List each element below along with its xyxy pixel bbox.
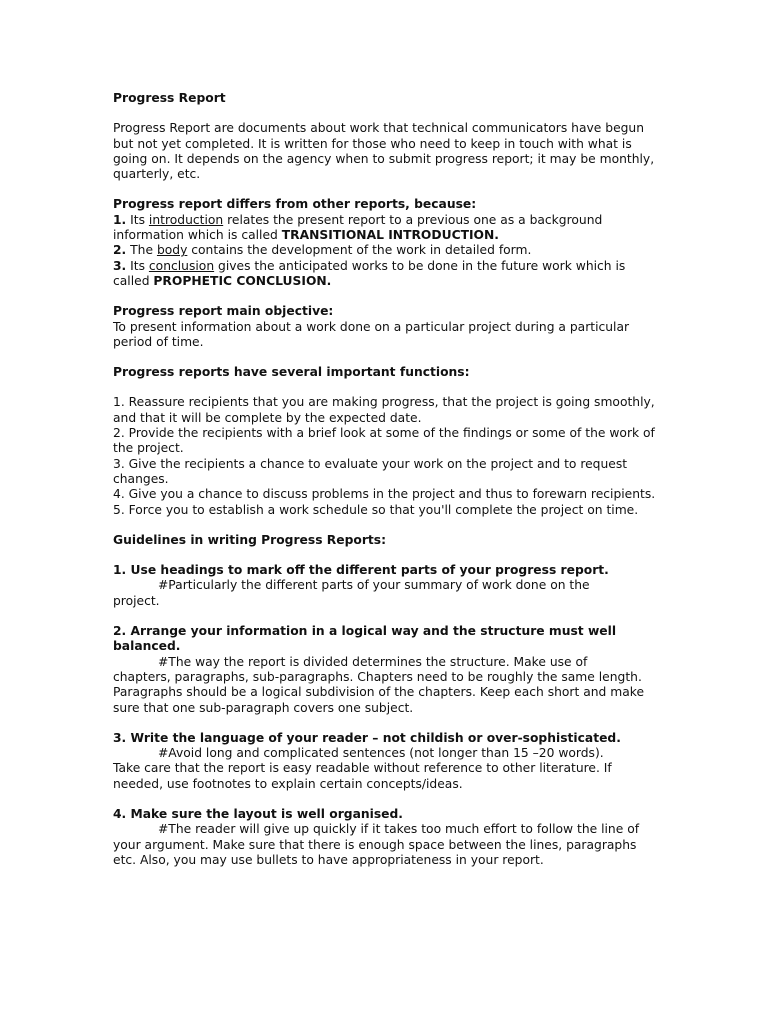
guideline-heading: 3. Write the language of your reader – not childish or over-sophisticated. [113,730,621,745]
guideline-first-line: #Avoid long and complicated sentences (not longer than 15 –20 words). [158,746,604,761]
guidelines-heading: Guidelines in writing Progress Reports: [113,532,387,547]
functions-heading: Progress reports have several important functions: [113,365,470,380]
guideline-heading: 1. Use headings to mark off the different parts of your progress report. [113,563,609,578]
objective-heading: Progress report main objective: [113,304,334,319]
guideline-heading: 4. Make sure the layout is well organised. [113,806,403,821]
objective-text: To present information about a work done on a particular project during a particular period of time. [113,319,630,349]
document-body [113,91,661,868]
guideline-heading: 2. Arrange your information in a logical way and the structure must well balanced. [113,624,617,654]
guideline-first-line: #The way the report is divided determines the structure. Make use of [158,654,588,669]
guideline-text: Take care that the report is easy readable without reference to other literature. If needed, use footnotes to explain certain concepts/ideas. [113,761,612,791]
function-item: 5. Force you to establish a work schedule so that you'll complete the project on time. [113,502,639,517]
intro-paragraph: Progress Report are documents about work that technical communicators have begun but not yet completed. It is written for those who need to keep in touch with what is going on. It depends on the agency when to submit progress report; it may be monthly, quarterly, etc. [113,121,655,182]
document-title: Progress Report [113,91,226,105]
guideline-first-line: #Particularly the different parts of your summary of work done on the [158,578,590,593]
function-item: 2. Provide the recipients with a brief look at some of the findings or some of the work of the project. [113,426,655,456]
function-item: 1. Reassure recipients that you are making progress, that the project is going smoothly, and that it will be complete by the expected date. [113,395,655,425]
function-item: 4. Give you a chance to discuss problems in the project and thus to forewarn recipients. [113,487,656,502]
guideline-text: chapters, paragraphs, sub-paragraphs. Chapters need to be roughly the same length. Paragraphs should be a logical subdivision of the chapters. Keep each short and make sure that one sub-paragraph covers one subject. [113,669,645,715]
differs-item: 3. Its conclusion gives the anticipated works to be done in the future work which is called PROPHETIC CONCLUSION. [113,258,626,288]
differs-item: 2. The body contains the development of the work in detailed form. [113,243,532,258]
guideline-text: project. [113,593,160,608]
differs-heading: Progress report differs from other reports, because: [113,197,477,212]
guideline-first-line: #The reader will give up quickly if it takes too much effort to follow the line of [158,822,640,837]
differs-item: 1. Its introduction relates the present report to a previous one as a background information which is called TRANSITIONAL INTRODUCTION. [113,212,603,243]
guideline-text: your argument. Make sure that there is enough space between the lines, paragraphs etc. Also, you may use bullets to have appropriateness in your report. [113,837,637,867]
function-item: 3. Give the recipients a chance to evaluate your work on the project and to request changes. [113,456,628,486]
